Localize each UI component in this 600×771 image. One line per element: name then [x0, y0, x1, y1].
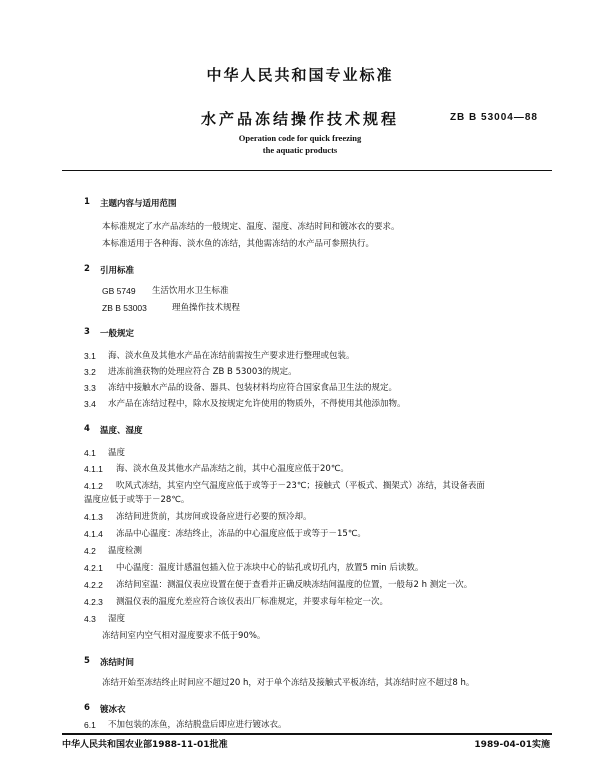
ref-1-name: 生活饮用水卫生标准	[152, 286, 229, 296]
clause-3-1: 海、淡水鱼及其他水产品在冻结前需按生产要求进行整理或包装。	[108, 351, 355, 361]
section-5-number: 5	[84, 656, 90, 666]
section-1-title: 主题内容与适用范围	[100, 199, 177, 209]
org-title: 中华人民共和国专业标准	[206, 66, 394, 84]
section-6-number: 6	[84, 703, 90, 713]
section-2-number: 2	[84, 264, 90, 274]
section-3-title: 一般规定	[100, 329, 135, 339]
clause-4-1-number: 4.1	[84, 448, 96, 458]
ref-2-code: ZB B 53003	[102, 303, 147, 313]
clause-4-2-2: 冻结间室温：测温仪表应设置在便于查看并正确反映冻结间温度的位置，一般每2 h 测定一次。	[116, 580, 473, 590]
section-1-para-1: 本标准规定了水产品冻结的一般规定、温度、湿度、冻结时间和镀冰衣的要求。	[102, 222, 400, 232]
clause-4-1-2: 吹风式冻结，其室内空气温度应低于或等于－23℃；接触式（平板式、搁架式）冻结，其设备表面	[116, 481, 485, 491]
english-title-line-1: Operation code for quick freezing	[238, 133, 362, 143]
footer-divider	[62, 733, 552, 735]
clause-4-3-title: 湿度	[108, 614, 126, 624]
clause-4-2-2-number: 4.2.2	[84, 580, 103, 590]
clause-3-2: 进冻前渔获物的处理应符合 ZB B 53003的规定。	[108, 367, 297, 377]
clause-3-3-number: 3.3	[84, 383, 96, 393]
clause-4-3-number: 4.3	[84, 614, 96, 624]
clause-4-1-3: 冻结间进货前，其房间或设备应进行必要的预冷却。	[116, 512, 312, 522]
clause-3-3: 冻结中接触水产品的设备、器具、包装材料均应符合国家食品卫生法的规定。	[108, 383, 398, 393]
clause-6-1-number: 6.1	[84, 720, 96, 730]
clause-4-3-text: 冻结间室内空气相对湿度要求不低于90%。	[102, 631, 266, 641]
section-3-number: 3	[84, 327, 90, 337]
clause-3-1-number: 3.1	[84, 351, 96, 361]
clause-3-2-number: 3.2	[84, 367, 96, 377]
clause-3-4: 水产品在冻结过程中，除水及按规定允许使用的物质外，不得使用其他添加物。	[108, 399, 406, 409]
section-4-title: 温度、湿度	[100, 426, 143, 436]
implementation-date: 1989-04-01实施	[474, 740, 550, 750]
english-title-line-2: the aquatic products	[262, 145, 338, 155]
clause-4-1-3-number: 4.1.3	[84, 512, 103, 522]
section-4-number: 4	[84, 424, 90, 434]
section-1-para-2: 本标准适用于各种海、淡水鱼的冻结，其他需冻结的水产品可参照执行。	[102, 239, 375, 249]
document-title: 水产品冻结操作技术规程	[200, 110, 399, 128]
section-2-title: 引用标准	[100, 266, 135, 276]
clause-4-1-title: 温度	[108, 448, 126, 458]
clause-4-1-4-number: 4.1.4	[84, 529, 103, 539]
section-5-text: 冻结开始至冻结终止时间应不超过20 h，对于单个冻结及接触式平板冻结，其冻结时应不超过8 h。	[102, 678, 475, 688]
clause-4-1-4: 冻品中心温度：冻结终止，冻品的中心温度应低于或等于－15℃。	[116, 529, 366, 539]
clause-4-2-1-number: 4.2.1	[84, 563, 103, 573]
clause-4-1-1-number: 4.1.1	[84, 464, 103, 474]
clause-4-2-number: 4.2	[84, 546, 96, 556]
clause-4-1-2-cont: 温度应低于或等于－28℃。	[84, 495, 190, 505]
clause-4-1-2-number: 4.1.2	[84, 481, 103, 491]
standard-code: ZB B 53004—88	[449, 112, 538, 123]
ref-2-name: 理鱼操作技术规程	[172, 303, 241, 313]
clause-4-2-3-number: 4.2.3	[84, 597, 103, 607]
section-5-title: 冻结时间	[100, 658, 135, 668]
clause-4-2-title: 温度检测	[108, 546, 143, 556]
clause-3-4-number: 3.4	[84, 399, 96, 409]
clause-6-1: 不加包装的冻鱼，冻结脱盘后即应进行镀冰衣。	[108, 720, 287, 730]
clause-4-1-1: 海、淡水鱼及其他水产品冻结之前，其中心温度应低于20℃。	[116, 464, 349, 474]
clause-4-2-1: 中心温度：温度计感温包插入位于冻块中心的钻孔或切孔内，放置5 min 后读数。	[116, 563, 424, 573]
approval-line: 中华人民共和国农业部1988-11-01批准	[62, 740, 228, 750]
section-6-title: 镀冰衣	[100, 705, 126, 715]
ref-1-code: GB 5749	[102, 286, 136, 296]
header-divider	[62, 170, 552, 171]
clause-4-2-3: 测温仪表的温度允差应符合该仪表出厂标准规定，并要求每年检定一次。	[116, 597, 389, 607]
section-1-number: 1	[84, 197, 90, 207]
